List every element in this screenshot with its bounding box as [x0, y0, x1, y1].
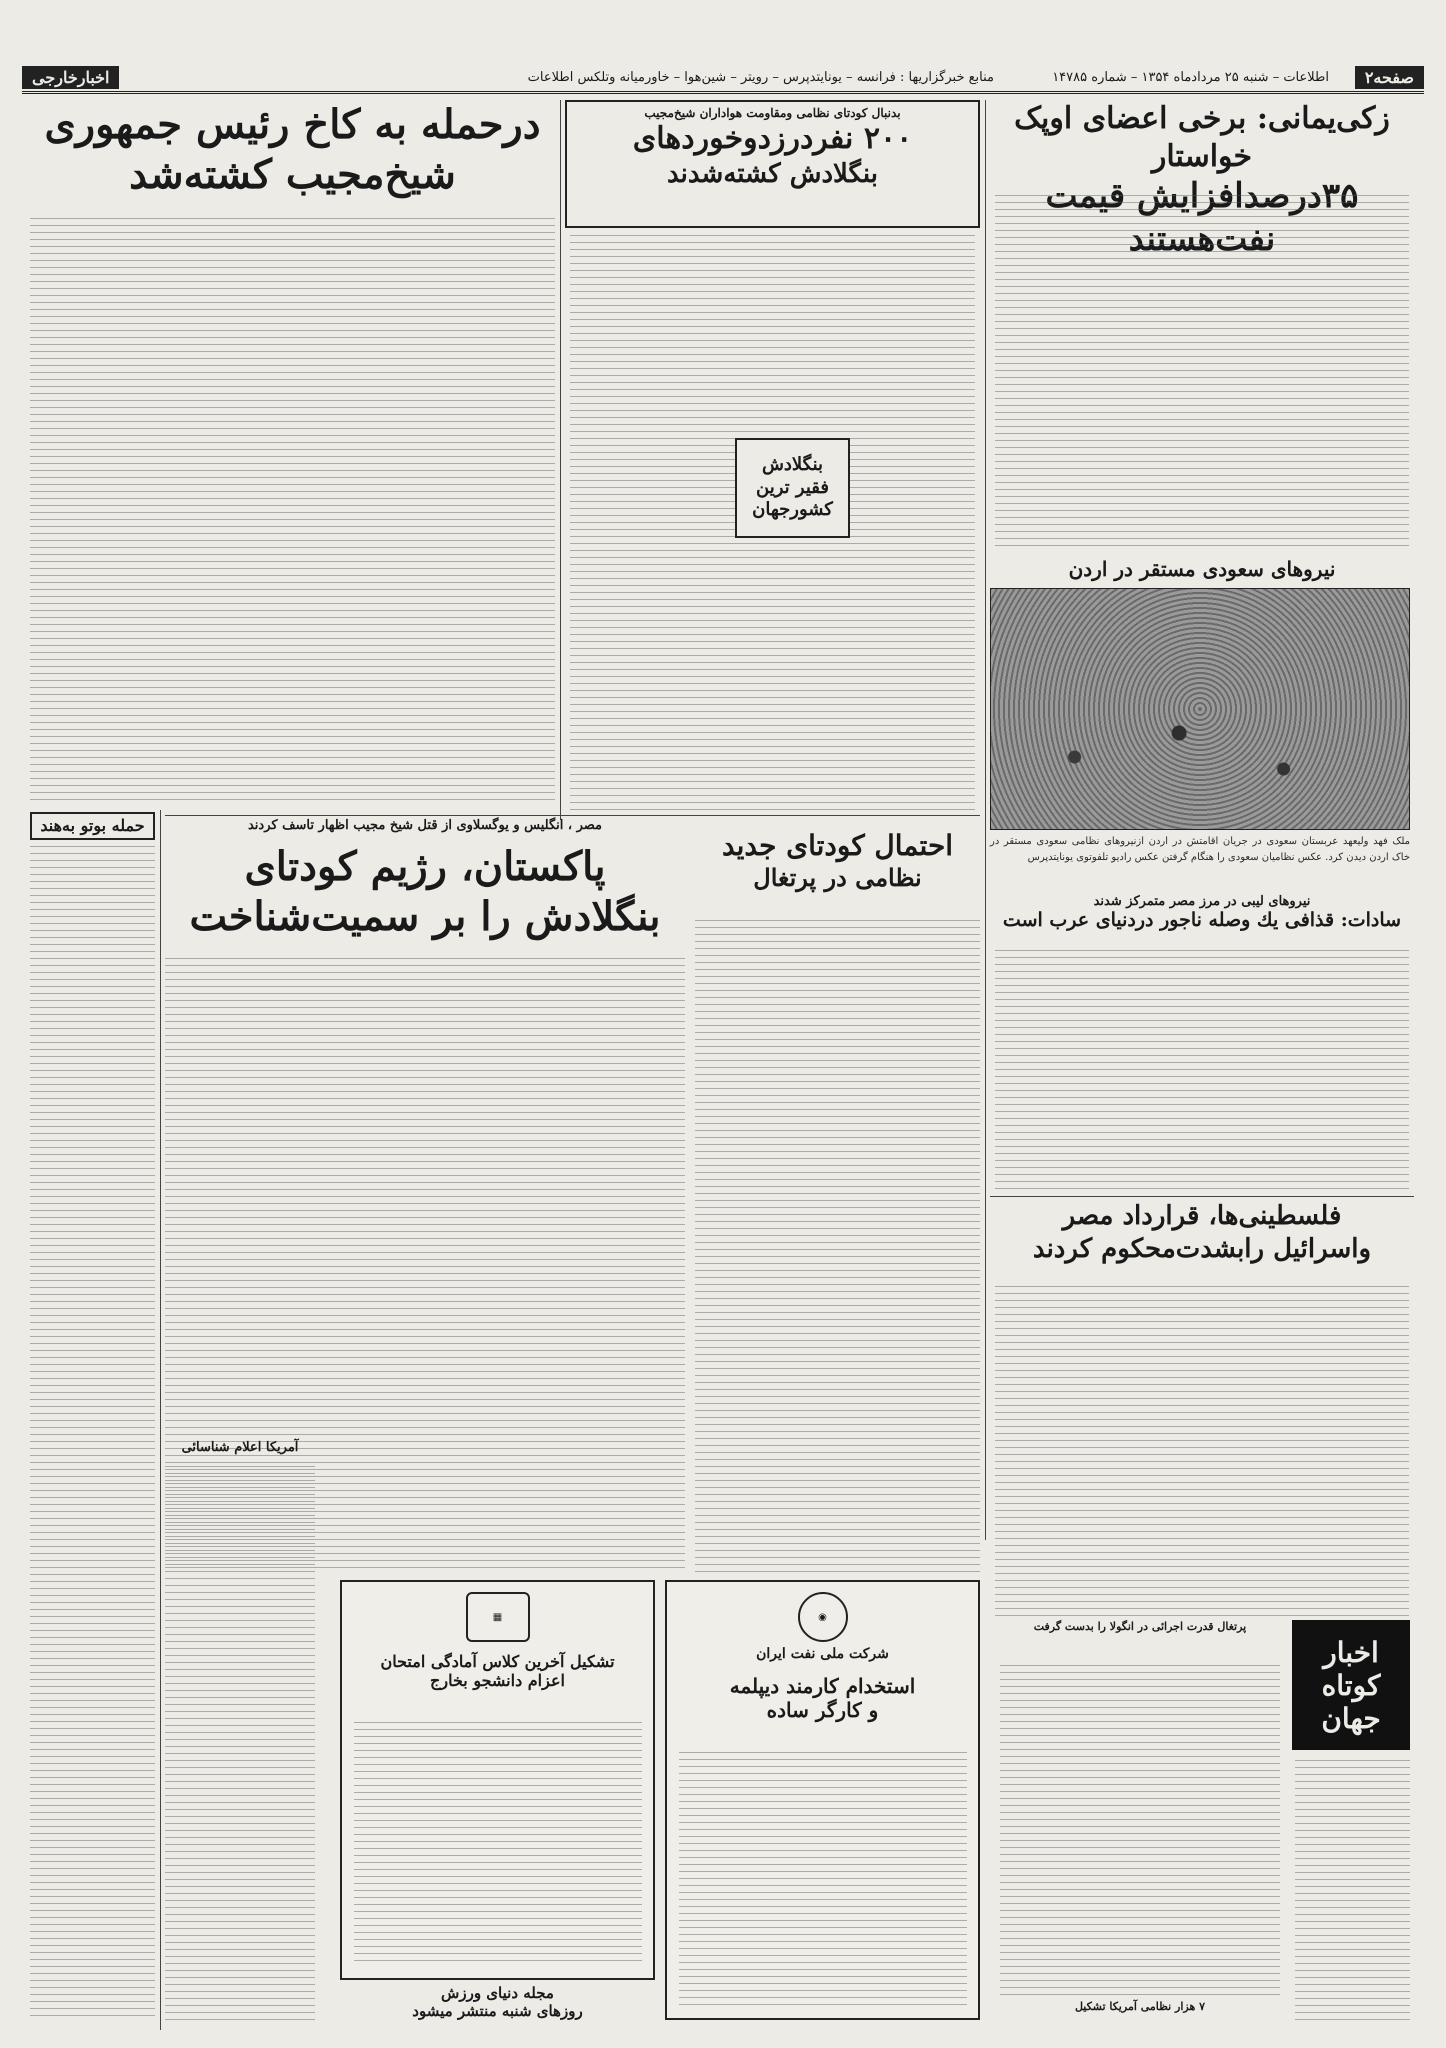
article-body-lines	[995, 195, 1409, 550]
box-line: فقیر ترین	[756, 476, 829, 498]
notice-line: مجله دنیای ورزش	[441, 1984, 554, 2002]
story-bangladesh-clashes	[565, 100, 980, 228]
class-ad	[340, 1580, 655, 1980]
sources-line: منابع خبرگزاریها : فرانسه – یونایتدپرس – رویتر – شین‌هوا – خاورمیانه وتلکس اطلاعات	[527, 70, 994, 85]
ad-company: شرکت ملی نفت ایران	[756, 1646, 889, 1662]
article-body-lines	[995, 950, 1409, 1190]
box-line: کوتاه	[1321, 1668, 1381, 1702]
bangladesh-poorest-box	[735, 438, 850, 538]
headline: درحمله به کاخ رئیس جمهوری	[44, 101, 541, 148]
story-pakistan	[165, 842, 685, 952]
kicker: مصر ، انگلیس و یوگسلاوی از قتل شیخ مجیب اظهار تاسف کردند	[247, 818, 603, 833]
ad-title: استخدام کارمند دیپلمه	[729, 1674, 916, 1698]
article-body-lines	[1000, 1665, 1280, 1995]
headline: زکی‌یمانی: برخی اعضای اوپک خواستار	[1014, 101, 1390, 174]
nioc-logo-icon: ◉	[798, 1592, 848, 1642]
article-body-lines	[30, 846, 155, 1386]
headline: ۳۵درصدافزایش قیمت نفت‌هستند	[1045, 176, 1359, 259]
story-bhutto	[30, 812, 155, 840]
page-label: صفحه۲	[1355, 66, 1424, 89]
headline: احتمال کودتای جدید	[721, 829, 954, 862]
headline: فلسطینی‌ها، قرارداد مصر	[1062, 1201, 1342, 1231]
headline: ۲۰۰ نفردرزدوخوردهای	[632, 121, 913, 156]
story-palace	[30, 100, 555, 212]
headline: بنگلادش کشته‌شدند	[667, 158, 878, 189]
story-portugal	[695, 828, 980, 914]
article-body-lines	[995, 1286, 1409, 1616]
notice-line: روزهای شنبه منتشر میشود	[412, 2002, 583, 2020]
headline: پاکستان، رژیم کودتای	[244, 843, 606, 890]
box-line: جهان	[1321, 1701, 1381, 1735]
photo-title-text: نیروهای سعودی مستقر در اردن	[1068, 557, 1336, 581]
troops-photo	[990, 588, 1410, 830]
headline: نظامی در پرتغال	[753, 863, 922, 892]
article-body-lines	[695, 920, 980, 1575]
ad-title: تشکیل آخرین کلاس آمادگی امتحان	[380, 1652, 615, 1671]
story-palestinians	[990, 1200, 1414, 1280]
headline: بنگلادش را بر سمیت‌شناخت	[189, 893, 661, 940]
institute-logo-icon: ▦	[466, 1592, 530, 1642]
story-opec	[990, 100, 1414, 259]
article-body-lines	[30, 1392, 155, 2022]
kicker: نیروهای لیبی در مرز مصر متمرکز شدند	[1093, 894, 1311, 909]
article-body-lines	[165, 1466, 315, 2021]
ad-title: اعزام دانشجو بخارج	[430, 1671, 565, 1690]
side-item: ۷ هزار نظامی آمریکا تشکیل	[1074, 2000, 1206, 2013]
headline: واسرائیل رابشدت‌محکوم کردند	[1032, 1233, 1372, 1264]
photo-caption: ملک فهد ولیعهد عربستان سعودی در جریان اقامتش در اردن ازنیروهای نظامی سعودی مستقر در خاک اردن دیدن کرد. عکس نظامیان سعودی را هنگام گرفتن عکس رادیو تلفوتوی یونایتدپرس	[990, 836, 1410, 863]
oil-company-ad	[665, 1580, 980, 2020]
masthead	[22, 64, 1424, 94]
section-label: اخبارخارجی	[22, 66, 119, 89]
ad-body-lines	[354, 1722, 642, 1967]
headline: شیخ‌مجیب کشته‌شد	[129, 151, 456, 198]
story-america	[165, 1440, 315, 1462]
story-libya	[990, 894, 1414, 946]
story-pakistan-kicker	[165, 818, 685, 840]
ad-body-lines	[679, 1752, 967, 2007]
headline: آمریکا اعلام شناسائی	[181, 1440, 299, 1455]
ad-title: و کارگر ساده	[766, 1698, 879, 1722]
headline: سادات: قذافی یك وصله ناجور دردنیای عرب است	[1002, 909, 1402, 931]
side-item: پرتغال قدرت اجرائی در انگولا را بدست گرفت	[1033, 1620, 1247, 1633]
box-line: اخبار	[1323, 1635, 1379, 1669]
kicker: بدنبال کودتای نظامی ومقاومت هواداران شیخ‌مجیب	[644, 106, 901, 120]
box-line: بنگلادش	[761, 454, 824, 476]
article-body-lines	[1295, 1760, 1410, 2020]
headline: حمله بوتو به‌هند	[40, 816, 145, 835]
sport-notice	[340, 1984, 655, 2032]
box-line: کشورجهان	[752, 499, 833, 521]
article-body-lines	[30, 218, 555, 803]
issue-line: اطلاعات – شنبه ۲۵ مردادماه ۱۳۵۴ – شماره ۱۴۷۸۵	[1052, 70, 1329, 85]
short-news-box	[1292, 1620, 1410, 1750]
photo-title	[990, 557, 1414, 583]
